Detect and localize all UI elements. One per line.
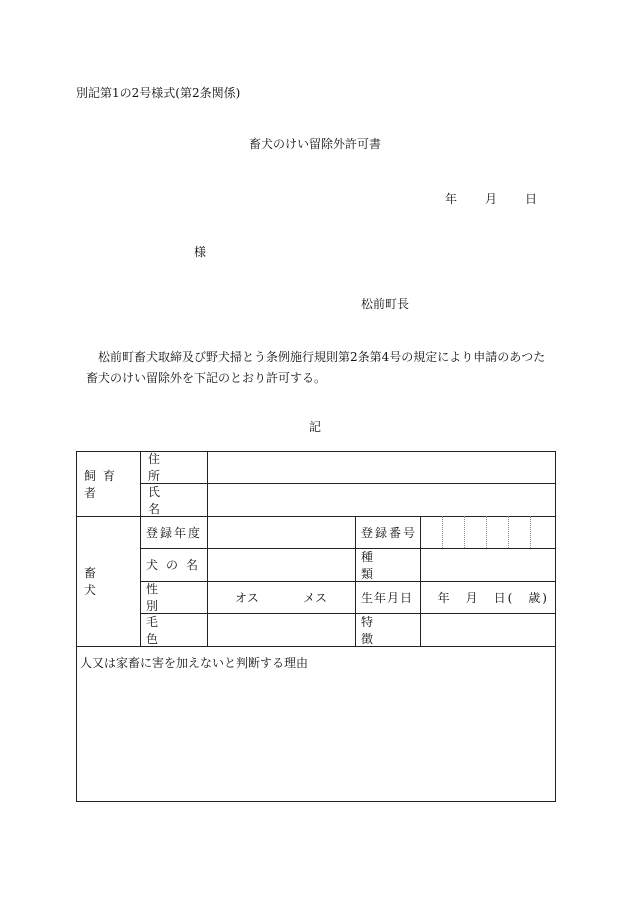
birth-date-field[interactable] — [420, 581, 556, 613]
reg-year-label-text: 登録年度 — [146, 525, 203, 540]
coat-color-field[interactable] — [207, 613, 355, 646]
sex-female-option[interactable]: メス — [302, 590, 327, 605]
features-label — [355, 613, 420, 646]
reg-number-label-text: 登録番号 — [361, 525, 418, 540]
date-day: 日 — [525, 192, 538, 206]
address-field[interactable] — [207, 451, 556, 483]
sex-label-text: 性別 — [146, 582, 183, 613]
features-label-text: 特徴 — [361, 614, 398, 646]
permit-table — [76, 451, 556, 802]
permit-body-text: 松前町畜犬取締及び野犬掃とう条例施行規則第2条第4号の規定により申請のあつた畜犬のけい留除外を下記のとおり許可する。 — [86, 350, 546, 385]
coat-color-label-text: 毛色 — [146, 614, 183, 646]
reg-number-field[interactable] — [420, 516, 556, 548]
date-month: 月 — [485, 192, 498, 206]
name-label-text: 氏名 — [148, 484, 185, 516]
breed-label-text: 種類 — [361, 549, 398, 581]
coat-color-label — [140, 613, 207, 646]
dog-name-label-text: 犬の名 — [146, 558, 207, 572]
dog-section-label — [76, 516, 140, 646]
reason-label: 人又は家畜に害を加えないと判断する理由 — [80, 656, 309, 670]
address-label — [140, 451, 207, 483]
dog-name-label — [140, 548, 207, 581]
reg-year-field[interactable] — [207, 516, 355, 548]
sex-male-option[interactable]: オス — [235, 590, 259, 605]
name-label — [140, 483, 207, 516]
date-year: 年 — [445, 192, 458, 206]
birth-date-label-text: 生年月日 — [361, 590, 414, 605]
birth-date-value: 年 月 日( 歳) — [437, 590, 549, 605]
issuer-name: 松前町長 — [361, 297, 410, 311]
date-line — [445, 190, 537, 207]
sex-label — [140, 581, 207, 613]
dog-name-field[interactable] — [207, 548, 355, 581]
features-field[interactable] — [420, 613, 556, 646]
reg-year-label — [140, 516, 207, 548]
reg-number-label — [355, 516, 420, 548]
birth-date-label — [355, 581, 420, 613]
addressee-suffix: 様 — [194, 245, 207, 259]
document-title: 畜犬のけい留除外許可書 — [248, 137, 381, 151]
address-label-text: 住所 — [148, 452, 185, 483]
form-number-label: 別記第1の2号様式(第2条関係) — [76, 86, 241, 100]
dog-label-text: 畜犬 — [84, 566, 125, 597]
reason-field[interactable] — [76, 669, 556, 801]
ki-heading: 記 — [308, 420, 321, 434]
owner-section-label — [76, 451, 140, 516]
sex-field[interactable] — [207, 581, 355, 613]
breed-field[interactable] — [420, 548, 556, 581]
owner-label-text: 飼育者 — [84, 468, 123, 500]
name-field[interactable] — [207, 483, 556, 516]
breed-label — [355, 548, 420, 581]
